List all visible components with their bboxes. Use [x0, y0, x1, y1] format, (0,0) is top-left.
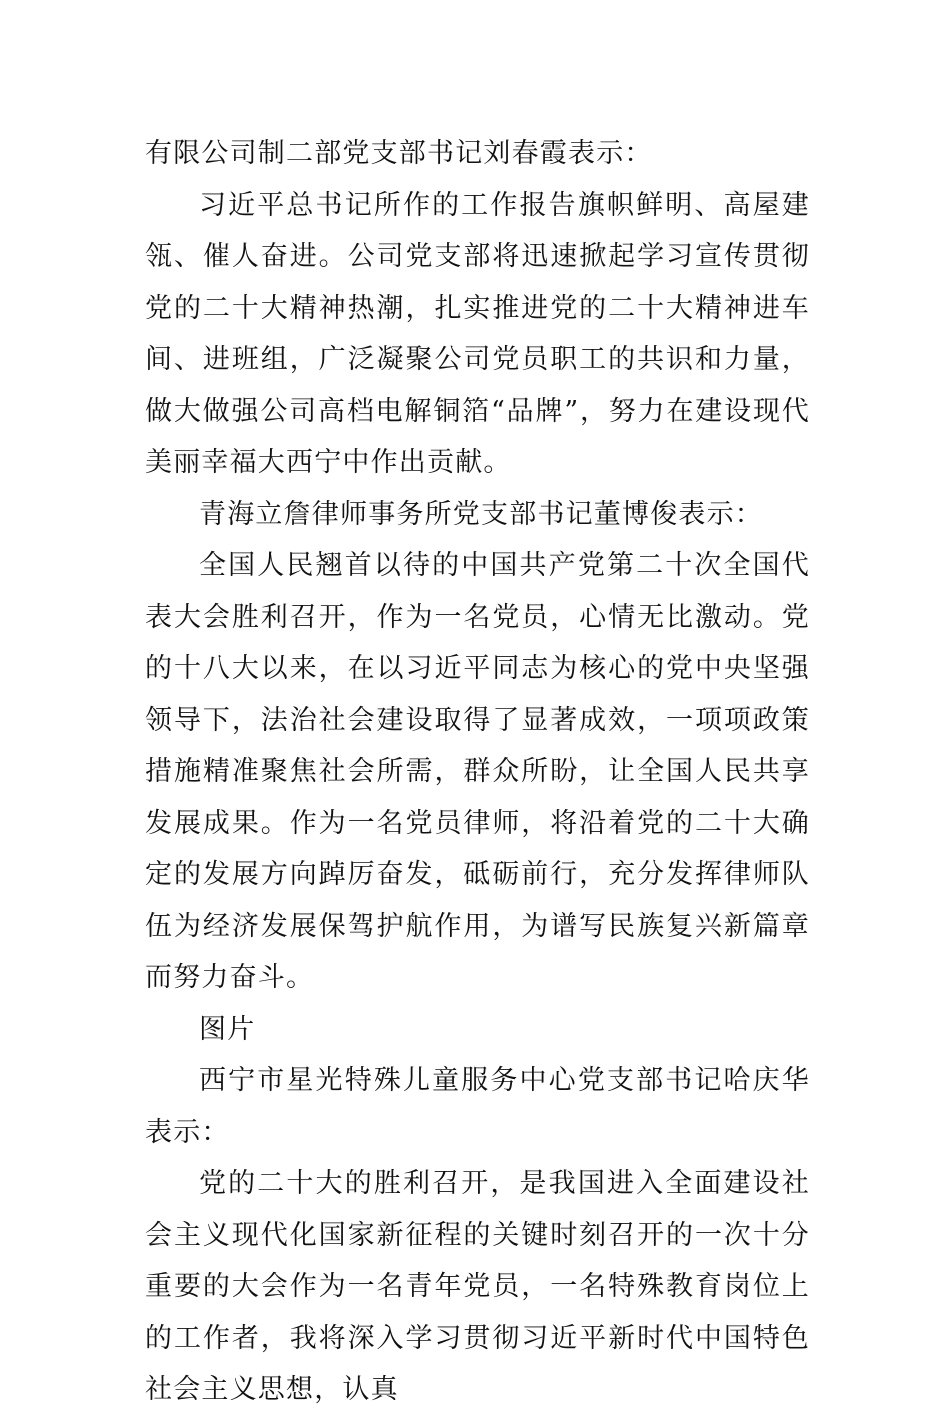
speaker-line: 西宁市星光特殊儿童服务中心党支部书记哈庆华表示：	[145, 1065, 810, 1148]
document-body	[145, 128, 810, 1416]
quote-paragraph: 全国人民翘首以待的中国共产党第二十次全国代表大会胜利召开，作为一名党员，心情无比激动。党的十八大以来，在以习近平同志为核心的党中央坚强领导下，法治社会建设取得了显著成效，一项项政策措施精准聚焦社会所需，群众所盼，让全国人民共享发展成果。作为一名党员律师，将沿着党的二十大确定的发展方向踔厉奋发，砥砺前行，充分发挥律师队伍为经济发展保驾护航作用，为谱写民族复兴新篇章而努力奋斗。	[145, 550, 810, 993]
quote-paragraph: 党的二十大的胜利召开，是我国进入全面建设社会主义现代化国家新征程的关键时刻召开的一次十分重要的大会作为一名青年党员，一名特殊教育岗位上的工作者，我将深入学习贯彻习近平新时代中国特色社会主义思想，认真	[145, 1168, 810, 1405]
speaker-line: 青海立詹律师事务所党支部书记董博俊表示：	[199, 498, 763, 530]
speaker-line-continuation: 有限公司制二部党支部书记刘春霞表示：	[145, 138, 653, 169]
quote-paragraph: 习近平总书记所作的工作报告旗帜鲜明、高屋建瓴、催人奋进。公司党支部将迅速掀起学习宣传贯彻党的二十大精神热潮，扎实推进党的二十大精神进车间、进班组，广泛凝聚公司党员职工的共识和力量，做大做强公司高档电解铜箔“品牌”，努力在建设现代美丽幸福大西宁中作出贡献。	[145, 189, 810, 478]
image-placeholder-label: 图片	[199, 1013, 256, 1045]
